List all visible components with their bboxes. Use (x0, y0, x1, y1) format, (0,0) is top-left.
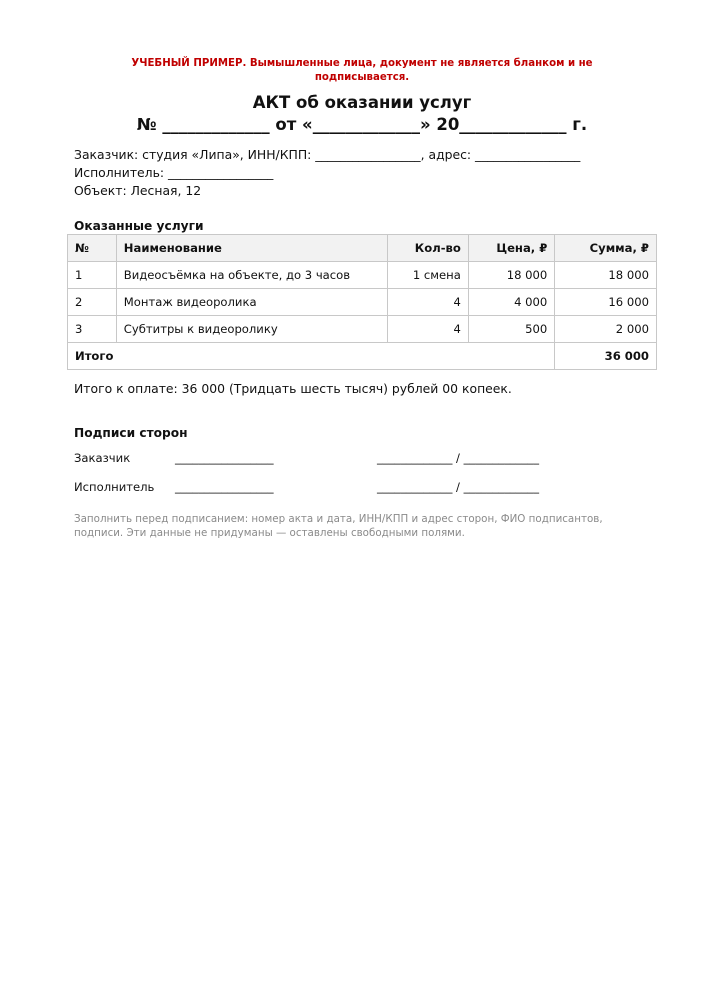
services-table-header (68, 235, 657, 262)
services-table-body (68, 262, 657, 370)
fill-note: Заполнить перед подписанием: номер акта и дата, ИНН/КПП и адрес сторон, ФИО подписантов, подписи. Эти данные не придуманы — оставлены свободными полями. (74, 513, 603, 539)
object-line: Объект: Лесная, 12 (74, 183, 202, 198)
signature-role: Заказчик (74, 451, 131, 465)
header-price: Цена, ₽ (468, 235, 554, 262)
table-row (68, 262, 657, 289)
header-number: № (68, 235, 117, 262)
training-warning: УЧЕБНЫЙ ПРИМЕР. Вымышленные лица, документ не является бланком и не подписывается. (131, 58, 593, 83)
document-parties (74, 146, 580, 200)
table-total-row (68, 343, 657, 370)
signature-line: _________________ (175, 480, 274, 494)
document-title: АКТ об оказании услуг (252, 93, 472, 112)
header-sum: Сумма, ₽ (555, 235, 657, 262)
signature-row-executor (74, 479, 614, 495)
header-quantity: Кол-во (387, 235, 468, 262)
services-title: Оказанные услуги (74, 219, 204, 233)
service-price: 500 (468, 316, 554, 343)
service-sum: 16 000 (555, 289, 657, 316)
signature-name-line: _____________ / _____________ (377, 451, 539, 465)
service-quantity: 1 смена (387, 262, 468, 289)
signature-name-line: _____________ / _____________ (377, 480, 539, 494)
service-price: 4 000 (468, 289, 554, 316)
service-sum: 18 000 (555, 262, 657, 289)
total-value: 36 000 (555, 343, 657, 370)
table-row (68, 316, 657, 343)
service-name: Монтаж видеоролика (116, 289, 387, 316)
table-row (68, 289, 657, 316)
executor-line: Исполнитель: _________________ (74, 165, 274, 180)
signatures-title: Подписи сторон (74, 426, 188, 440)
signature-row-customer (74, 450, 614, 466)
total-label: Итого (68, 343, 555, 370)
services-table (67, 234, 657, 370)
payment-total: Итого к оплате: 36 000 (Тридцать шесть тысяч) рублей 00 копеек. (74, 381, 512, 396)
customer-line: Заказчик: студия «Липа», ИНН/КПП: _________________, адрес: _________________ (74, 147, 581, 162)
table-header-row (68, 235, 657, 262)
header-name: Наименование (116, 235, 387, 262)
service-quantity: 4 (387, 316, 468, 343)
row-number: 1 (68, 262, 117, 289)
row-number: 2 (68, 289, 117, 316)
service-quantity: 4 (387, 289, 468, 316)
service-price: 18 000 (468, 262, 554, 289)
service-name: Субтитры к видеоролику (116, 316, 387, 343)
signature-role: Исполнитель (74, 480, 155, 494)
service-sum: 2 000 (555, 316, 657, 343)
signature-line: _________________ (175, 451, 274, 465)
document-number-line: № _____________ от «_____________» 20_____________ г. (136, 115, 588, 134)
row-number: 3 (68, 316, 117, 343)
service-name: Видеосъёмка на объекте, до 3 часов (116, 262, 387, 289)
